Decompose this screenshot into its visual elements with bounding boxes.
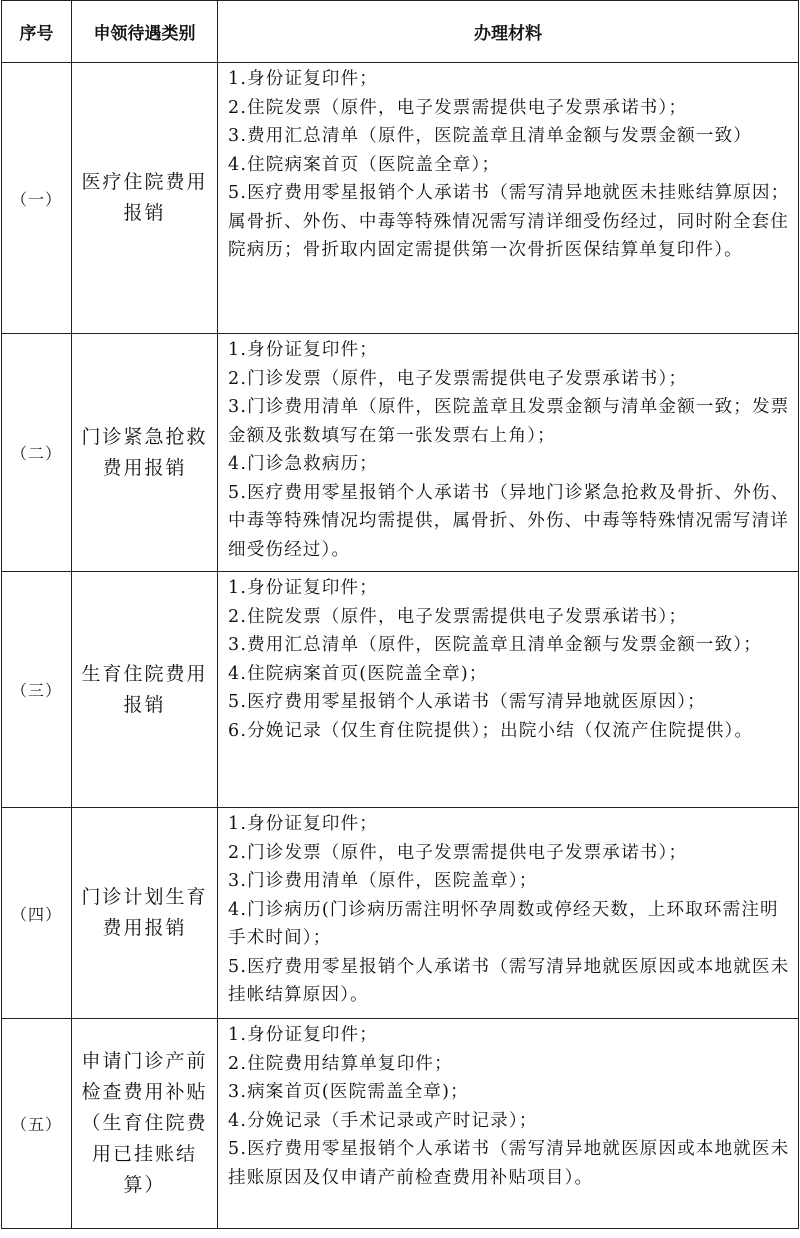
row-materials <box>218 572 799 808</box>
material-item: 2.住院发票（原件，电子发票需提供电子发票承诺书）； <box>228 97 688 118</box>
material-item: 3.病案首页(医院需盖全章)； <box>228 1082 469 1102</box>
material-item: 2.门诊发票（原件，电子发票需提供电子发票承诺书）； <box>228 368 688 389</box>
row-category: 门诊计划生育费用报销 <box>72 808 218 1019</box>
materials-table <box>1 0 799 1229</box>
material-item: 4.门诊病历(门诊病历需注明怀孕周数或停经天数，上环取环需注明手术时间）； <box>228 899 779 948</box>
material-item: 5.医疗费用零星报销个人承诺书（异地门诊紧急抢救及骨折、外伤、中毒等特殊情况均需提供，属骨折、外伤、中毒等特殊情况需写清详细受伤经过）。 <box>228 482 790 560</box>
table-row <box>2 572 799 808</box>
row-materials <box>218 1019 799 1229</box>
material-item: 5.医疗费用零星报销个人承诺书（需写清异地就医原因）； <box>228 692 706 712</box>
material-item: 4.住院病案首页（医院盖全章）； <box>228 154 501 175</box>
row-materials <box>218 63 799 334</box>
row-seq: （三） <box>2 572 72 808</box>
material-item: 2.住院费用结算单复印件； <box>228 1053 453 1074</box>
row-materials <box>218 334 799 572</box>
material-item: 3.门诊费用清单（原件，医院盖章）； <box>228 871 538 891</box>
row-materials <box>218 808 799 1019</box>
material-item: 4.住院病案首页(医院盖全章)； <box>228 663 488 684</box>
header-seq: 序号 <box>2 1 72 63</box>
row-seq: （五） <box>2 1019 72 1229</box>
row-category: 门诊紧急抢救费用报销 <box>72 334 218 572</box>
table-row <box>2 63 799 334</box>
material-item: 3.门诊费用清单（原件，医院盖章且发票金额与清单金额一致；发票金额及张数填写在第一张发票右上角）； <box>228 397 790 446</box>
material-item: 1.身份证复印件； <box>228 69 378 89</box>
header-row <box>2 1 799 63</box>
material-item: 5.医疗费用零星报销个人承诺书（需写清异地就医原因或本地就医未挂帐结算原因）。 <box>228 956 790 1005</box>
material-item: 3.费用汇总清单（原件，医院盖章且清单金额与发票金额一致） <box>228 126 752 146</box>
material-item: 1.身份证复印件； <box>228 578 378 598</box>
material-item: 2.门诊发票（原件，电子发票需提供电子发票承诺书）； <box>228 842 688 863</box>
table-row <box>2 1019 799 1229</box>
material-item: 4.分娩记录（手术记录或产时记录）； <box>228 1110 538 1131</box>
material-item: 5.医疗费用零星报销个人承诺书（需写清异地就医未挂账结算原因；属骨折、外伤、中毒等特殊情况需写清详细受伤经过，同时附全套住院病历；骨折取内固定需提供第一次骨折医保结算单复印件）。 <box>228 183 790 260</box>
material-item: 1.身份证复印件； <box>228 814 378 834</box>
header-category: 申领待遇类别 <box>72 1 218 63</box>
material-item: 4.门诊急救病历； <box>228 454 378 474</box>
material-item: 6.分娩记录（仅生育住院提供）；出院小结（仅流产住院提供）。 <box>228 720 754 741</box>
row-category: 医疗住院费用报销 <box>72 63 218 334</box>
row-seq: （一） <box>2 63 72 334</box>
material-item: 1.身份证复印件； <box>228 1025 378 1045</box>
row-seq: （四） <box>2 808 72 1019</box>
header-materials: 办理材料 <box>218 1 799 63</box>
table-row <box>2 334 799 572</box>
row-category: 生育住院费用报销 <box>72 572 218 808</box>
row-seq: （二） <box>2 334 72 572</box>
material-item: 3.费用汇总清单（原件，医院盖章且清单金额与发票金额一致）； <box>228 635 762 655</box>
row-category: 申请门诊产前检查费用补贴（生育住院费用已挂账结算） <box>72 1019 218 1229</box>
material-item: 1.身份证复印件； <box>228 340 378 360</box>
material-item: 5.医疗费用零星报销个人承诺书（需写清异地就医原因或本地就医未挂账原因及仅申请产前检查费用补贴项目）。 <box>228 1139 790 1188</box>
material-item: 2.住院发票（原件，电子发票需提供电子发票承诺书）； <box>228 606 688 627</box>
table-row <box>2 808 799 1019</box>
